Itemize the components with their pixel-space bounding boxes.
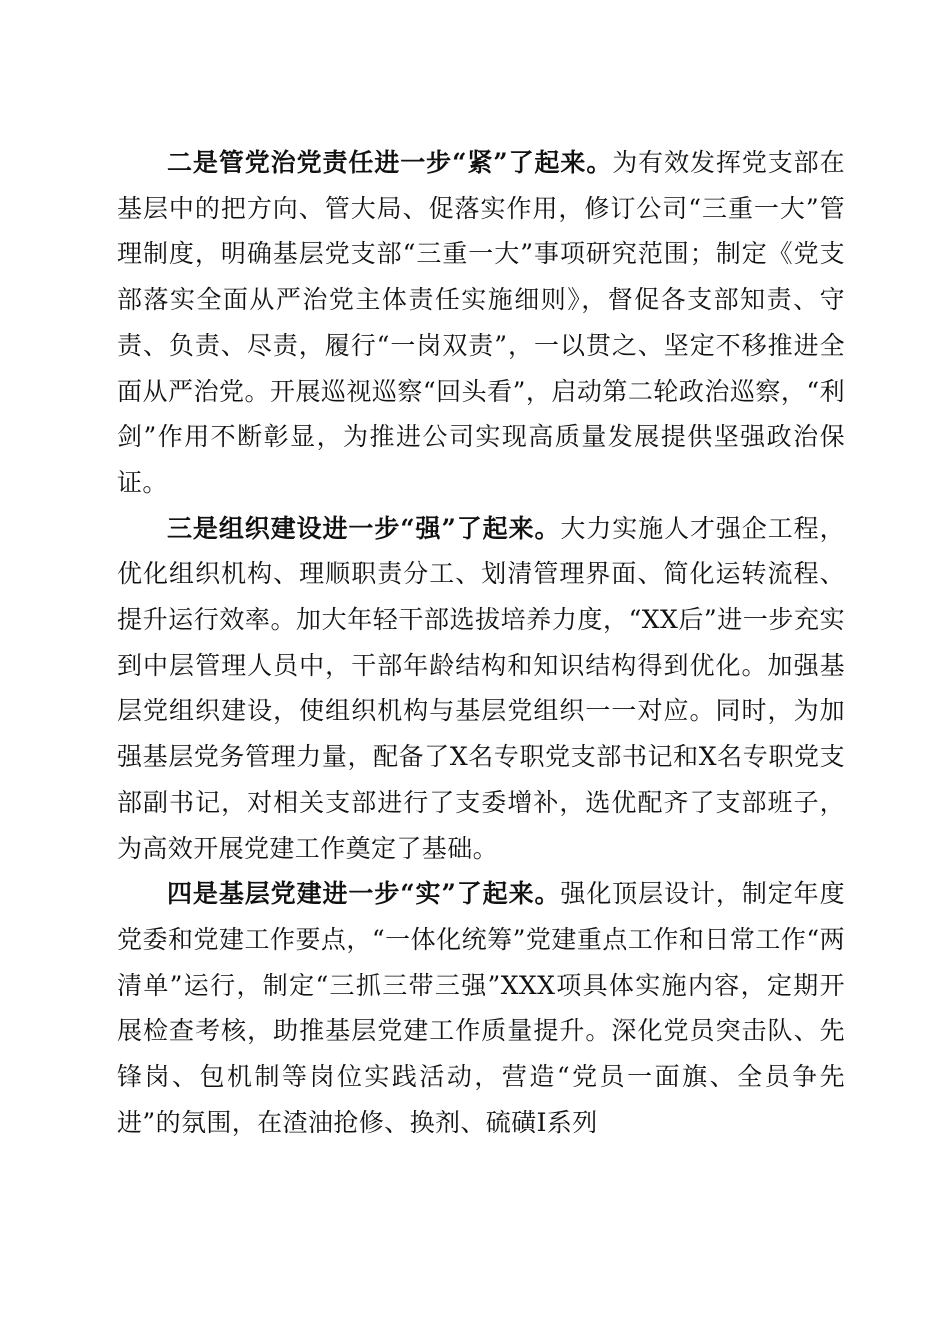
paragraph-text: 为有效发挥党支部在基层中的把方向、管大局、促落实作用，修订公司“三重一大”管理制度，明确基层党支部“三重一大”事项研究范围；制定《党支部落实全面从严治党主体责任实施细则》，督促各支部知责、守责、负责、尽责，履行“一岗双责”，一以贯之、坚定不移推进全面从严治党。开展巡视巡察“回头看”，启动第二轮政治巡察，“利剑”作用不断彰显，为推进公司实现高质量发展提供坚强政治保证。 [117,148,845,497]
paragraph-text: 强化顶层设计，制定年度党委和党建工作要点，“一体化统筹”党建重点工作和日常工作“两清单”运行，制定“三抓三带三强”XXX项具体实施内容，定期开展检查考核，助推基层党建工作质量提升。深化党员突击队、先锋岗、包机制等岗位实践活动，营造“党员一面旗、全员争先进”的氛围，在渣油抢修、换剂、硫磺Ⅰ系列 [117,879,845,1137]
paragraph-lead: 三是组织建设进一步“强”了起来。 [167,513,561,543]
paragraph-3 [117,506,845,872]
paragraph-4 [117,871,845,1145]
paragraph-lead: 四是基层党建进一步“实”了起来。 [167,879,561,909]
paragraph-lead: 二是管党治党责任进一步“紧”了起来。 [167,148,613,177]
paragraph-text: 大力实施人才强企工程，优化组织机构、理顺职责分工、划清管理界面、简化运转流程、提升运行效率。加大年轻干部选拔培养力度，“XX后”进一步充实到中层管理人员中，干部年龄结构和知识结构得到优化。加强基层党组织建设，使组织机构与基层党组织一一对应。同时，为加强基层党务管理力量，配备了X名专职党支部书记和X名专职党支部副书记，对相关支部进行了支委增补，选优配齐了支部班子，为高效开展党建工作奠定了基础。 [117,513,845,863]
paragraph-2 [117,140,845,506]
document-body [117,140,845,1145]
